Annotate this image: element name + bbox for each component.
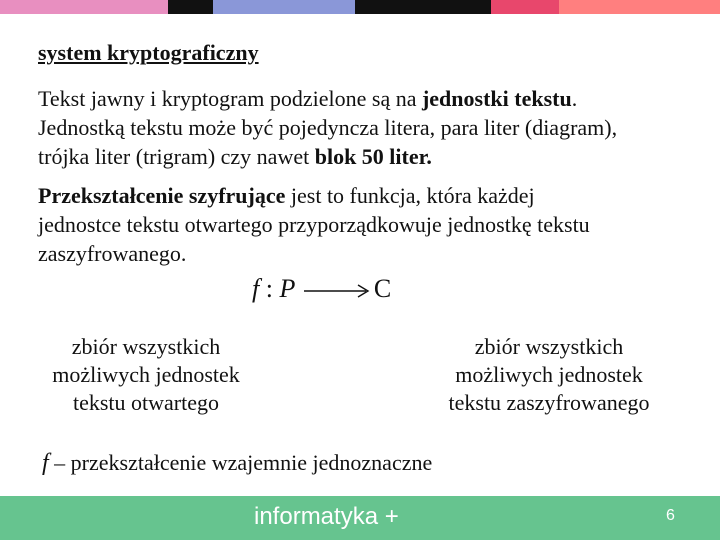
paragraph-line: Jednostką tekstu może być pojedyncza litera, para liter (diagram), xyxy=(38,115,618,140)
set-line: możliwych jednostek xyxy=(455,362,643,387)
paragraph-line xyxy=(38,84,708,113)
text-fragment: Tekst jawny i kryptogram podzielone są na xyxy=(38,86,422,111)
top-bar-segment xyxy=(355,0,491,14)
set-line: zbiór wszystkich xyxy=(474,334,624,359)
paragraph-line xyxy=(38,181,708,210)
text-fragment: jest to funkcja, która każdej xyxy=(285,183,535,208)
page-number: 6 xyxy=(666,507,675,524)
long-right-arrow-icon xyxy=(304,283,372,299)
codomain-set-description xyxy=(419,333,679,417)
set-line: zbiór wszystkich xyxy=(71,334,221,359)
top-bar-segment xyxy=(0,0,168,14)
formula-function-symbol: f xyxy=(252,274,260,303)
slide-title: system kryptograficzny xyxy=(38,40,259,65)
set-line: tekstu otwartego xyxy=(72,390,220,415)
set-line: możliwych jednostek xyxy=(52,362,240,387)
set-line: tekstu zaszyfrowanego xyxy=(448,390,650,415)
footer-label: informatyka + xyxy=(254,503,399,530)
paragraph-line: jednostce tekstu otwartego przyporządkowuje jednostkę tekstu xyxy=(38,212,590,237)
top-bar-segment xyxy=(213,0,355,14)
bijection-text: – przekształcenie wzajemnie jednoznaczne xyxy=(48,450,433,475)
paragraph-text-units xyxy=(38,84,708,171)
bijection-function-symbol: f xyxy=(42,450,49,476)
bold-term-transform: Przekształcenie szyfrujące xyxy=(38,183,286,208)
footer-bar xyxy=(0,496,720,540)
top-bar-segment xyxy=(168,0,213,14)
paragraph-encryption-transform xyxy=(38,181,708,268)
formula-colon: : xyxy=(265,274,273,303)
bijection-note xyxy=(42,450,432,477)
text-fragment: trójka liter (trigram) czy nawet xyxy=(38,144,315,169)
top-color-bar xyxy=(0,0,720,14)
text-fragment: . xyxy=(571,86,578,111)
domain-set-description xyxy=(16,333,276,417)
bold-term-text-units: jednostki tekstu xyxy=(421,86,572,111)
formula-domain-symbol: P xyxy=(279,274,296,303)
mapping-formula xyxy=(252,274,391,304)
paragraph-line: zaszyfrowanego. xyxy=(38,241,187,266)
top-bar-segment xyxy=(559,0,720,14)
top-bar-segment xyxy=(491,0,559,14)
formula-codomain-symbol: C xyxy=(373,274,392,303)
paragraph-line xyxy=(38,142,708,171)
bold-term-block: blok 50 liter. xyxy=(314,144,432,169)
